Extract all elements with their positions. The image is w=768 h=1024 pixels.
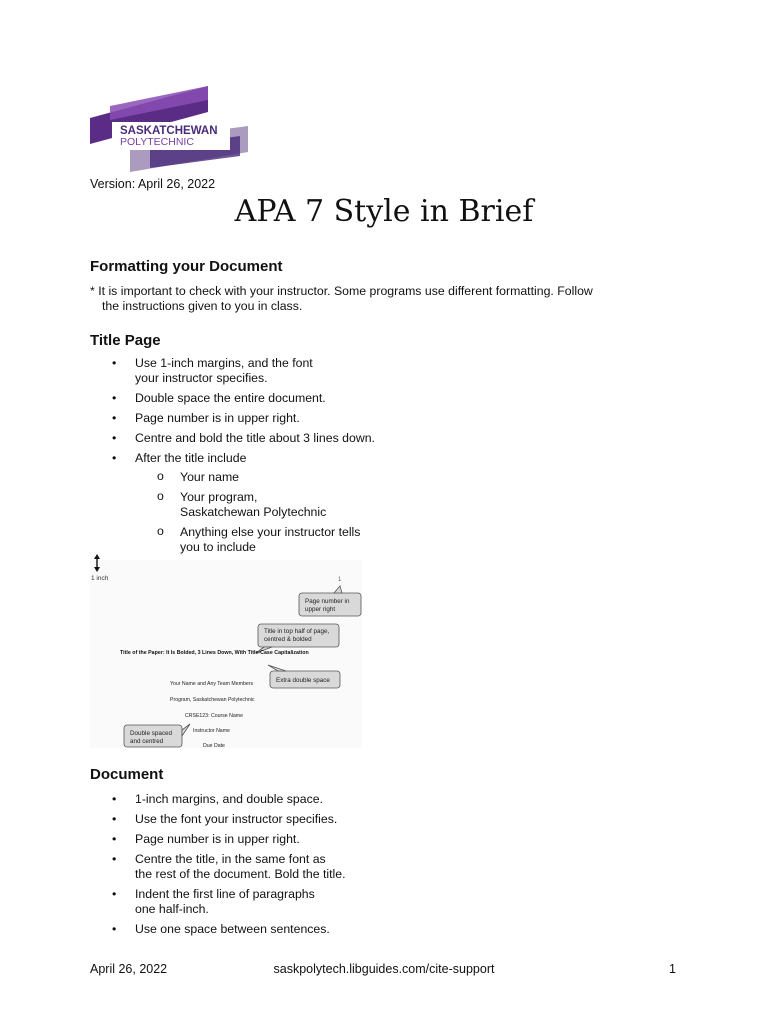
svg-text:Extra double space: Extra double space — [276, 677, 330, 684]
svg-text:Title in top half of page,: Title in top half of page, — [264, 628, 330, 635]
svg-text:SASKATCHEWAN: SASKATCHEWAN — [120, 125, 218, 137]
sub-list-item — [135, 525, 430, 555]
bullet-icon: • — [112, 922, 117, 936]
sub-list-item — [135, 490, 430, 520]
list-item-text: Your name — [180, 470, 240, 484]
svg-text:Page number in: Page number in — [305, 598, 350, 605]
example-name-line: Your Name and Any Team Members — [170, 681, 254, 687]
document-list — [90, 792, 430, 942]
list-item — [90, 832, 430, 847]
title-page-list — [90, 356, 430, 560]
list-item — [90, 391, 430, 406]
list-item-text: Page number is in upper right. — [135, 411, 300, 425]
bullet-icon: • — [112, 451, 117, 465]
list-item-text: Saskatchewan Polytechnic — [180, 505, 327, 519]
example-instructor-line: Instructor Name — [193, 728, 230, 734]
bullet-icon: • — [112, 852, 117, 866]
bullet-icon: • — [112, 431, 117, 445]
formatting-note — [90, 284, 630, 314]
footer-url[interactable]: saskpolytech.libguides.com/cite-support — [273, 962, 495, 976]
list-item — [90, 852, 430, 882]
bullet-icon: • — [112, 411, 117, 425]
list-item-text: you to include — [180, 540, 256, 554]
callout-double-spaced — [124, 724, 190, 747]
list-item-text: Centre the title, in the same font as — [135, 852, 326, 866]
list-item-text: Indent the first line of paragraphs — [135, 887, 315, 901]
sub-bullet-icon: o — [157, 524, 164, 538]
version-date: Version: April 26, 2022 — [90, 177, 216, 191]
list-item-text: Anything else your instructor tells — [180, 525, 361, 539]
svg-text:1: 1 — [338, 577, 342, 583]
bullet-icon: • — [112, 391, 117, 405]
footer-date: April 26, 2022 — [90, 962, 168, 976]
bullet-icon: • — [112, 792, 117, 806]
sub-bullet-icon: o — [157, 469, 164, 483]
list-item-text: Your program, — [180, 490, 258, 504]
bullet-icon: • — [112, 812, 117, 826]
example-program-line: Program, Saskatchewan Polytechnic — [170, 697, 255, 703]
list-item — [90, 451, 430, 555]
list-item — [90, 887, 430, 917]
bullet-icon: • — [112, 832, 117, 846]
svg-text:Double spaced: Double spaced — [130, 730, 173, 737]
svg-text:centred & bolded: centred & bolded — [264, 636, 312, 643]
svg-text:upper right: upper right — [305, 606, 336, 613]
list-item-text: 1-inch margins, and double space. — [135, 792, 323, 806]
list-item — [90, 411, 430, 426]
formatting-note-line1: * It is important to check with your instructor. Some programs use different formatting. Follow — [90, 284, 593, 298]
list-item — [90, 356, 430, 386]
formatting-heading: Formatting your Document — [90, 258, 283, 275]
formatting-note-line2: the instructions given to you in class. — [102, 299, 303, 313]
document-heading: Document — [90, 766, 164, 783]
title-page-example-figure — [88, 552, 364, 750]
svg-text:and centred: and centred — [130, 738, 164, 745]
list-item-text: your instructor specifies. — [135, 371, 268, 385]
bullet-icon: • — [112, 356, 117, 370]
margin-label: 1 inch — [91, 575, 109, 582]
sub-list-item — [135, 470, 430, 485]
logo-graphic — [90, 86, 248, 172]
title-page-heading: Title Page — [90, 332, 161, 349]
list-item-text: Use 1-inch margins, and the font — [135, 356, 313, 370]
list-item-text: the rest of the document. Bold the title. — [135, 867, 346, 881]
list-item — [90, 792, 430, 807]
list-item — [90, 922, 430, 937]
list-item-text: Use one space between sentences. — [135, 922, 330, 936]
svg-text:POLYTECHNIC: POLYTECHNIC — [120, 136, 194, 148]
list-item-text: one half-inch. — [135, 902, 209, 916]
list-item-text: Use the font your instructor specifies. — [135, 812, 338, 826]
list-item-text: After the title include — [135, 451, 247, 465]
saskpolytech-logo — [90, 86, 248, 172]
list-item-text: Double space the entire document. — [135, 391, 326, 405]
bullet-icon: • — [112, 887, 117, 901]
page-title: APA 7 Style in Brief — [234, 194, 534, 229]
list-item-text: Centre and bold the title about 3 lines down. — [135, 431, 375, 445]
list-item — [90, 812, 430, 827]
title-page-example-graphic — [88, 552, 364, 750]
example-paper-title: Title of the Paper: It Is Bolded, 3 Lines Down, With Title-Case Capitalization — [120, 650, 309, 656]
example-due-line: Due Date — [203, 743, 225, 749]
page-number: 1 — [669, 962, 676, 976]
list-item — [90, 431, 430, 446]
list-item-text: Page number is in upper right. — [135, 832, 300, 846]
sub-bullet-icon: o — [157, 489, 164, 503]
example-course-line: CRSE123: Course Name — [185, 713, 243, 719]
